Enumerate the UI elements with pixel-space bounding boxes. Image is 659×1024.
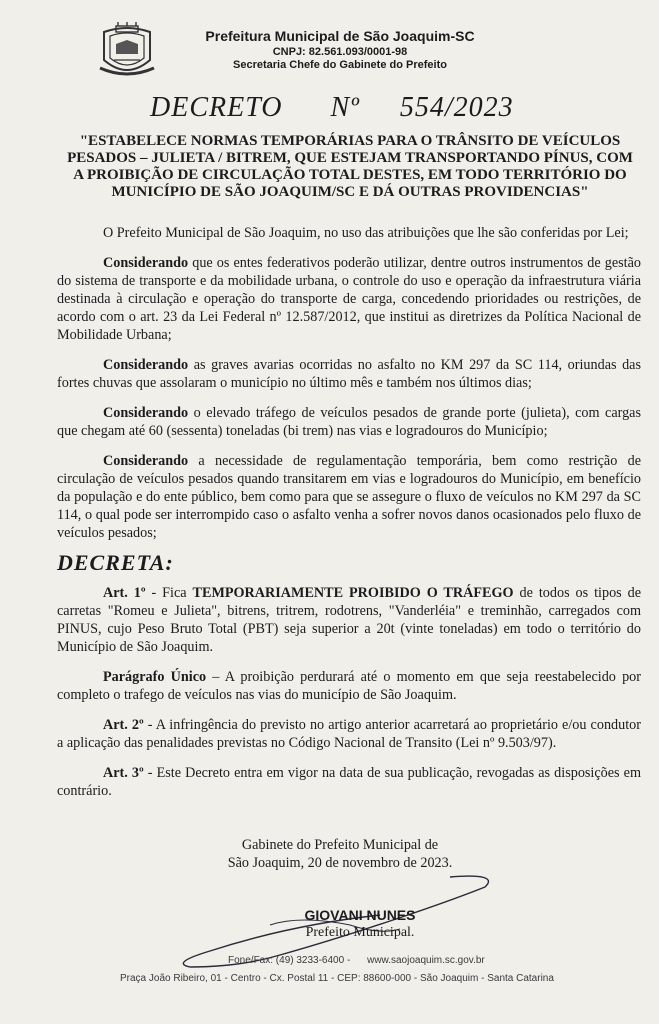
article-3-text: - Este Decreto entra em vigor na data de sua publicação, revogadas as disposições em contrário.	[57, 765, 641, 799]
considerando-text: o elevado tráfego de veículos pesados de grande porte (julieta), com cargas que chegam até 60 (sessenta) toneladas (bi trem) nas vias e logradouros do Município;	[57, 405, 641, 439]
article-3	[57, 764, 641, 800]
intro-paragraph: O Prefeito Municipal de São Joaquim, no uso das atribuições que lhe são conferidas por Lei;	[103, 225, 629, 241]
footer-separator: -	[346, 955, 351, 966]
ementa: "ESTABELECE NORMAS TEMPORÁRIAS PARA O TRÂNSITO DE VEÍCULOS PESADOS – JULIETA / BITREM, QUE ESTEJAM TRANSPORTANDO PÍNUS, COM A PROIBIÇÃO DE CIRCULAÇÃO TOTAL DESTES, EM TODO TERRITÓRIO DO MUNICÍPIO DE SÃO JOAQUIM/SC E DÁ OUTRAS PROVIDENCIAS"	[67, 133, 633, 200]
letterhead	[170, 28, 510, 71]
closing-line-1: Gabinete do Prefeito Municipal de	[241, 837, 439, 853]
decreta-heading: DECRETA:	[57, 550, 174, 575]
article-3-label: Art. 3º	[103, 765, 144, 781]
footer-phone: Fone/Fax: (49) 3233-6400	[228, 955, 345, 966]
signer-role: Prefeito Municipal.	[305, 925, 415, 940]
paragrafo-unico	[57, 668, 641, 704]
decree-number: 554/2023	[399, 92, 514, 123]
article-2-label: Art. 2º	[103, 717, 144, 733]
secretaria-text: Secretaria Chefe do Gabinete do Prefeito	[233, 59, 447, 71]
closing-line-2: São Joaquim, 20 de novembro de 2023.	[227, 855, 453, 871]
considerando-text: que os entes federativos poderão utilizar, dentre outros instrumentos de gestão do sistema de transporte e da mobilidade urbana, o controle do uso e operação da infraestrutura viária destinada à circulação e operação do transporte de carga, concedendo prioridades ou restrições, de acordo com o art. 23 da Lei Federal nº 12.587/2012, que institui as diretrizes da Política Nacional de Mobilidade Urbana;	[57, 255, 641, 343]
decree-title	[150, 92, 514, 124]
article-1-pre: - Fica	[145, 585, 193, 601]
article-1-bold: TEMPORARIAMENTE PROIBIDO O TRÁFEGO	[192, 585, 514, 601]
footer-address: Praça João Ribeiro, 01 - Centro - Cx. Postal 11 - CEP: 88600-000 - São Joaquim - Santa Catarina	[120, 973, 554, 984]
decree-word: DECRETO	[150, 92, 283, 123]
cnpj-text: CNPJ: 82.561.093/0001-98	[272, 46, 408, 58]
considerando-paragraph	[57, 356, 641, 392]
considerando-paragraph	[57, 254, 641, 344]
considerando-text: a necessidade de regulamentação temporária, bem como restrição de circulação de veículos pesados quando transitarem em vias e logradouros do Município, em benefício da população e do ente público, bem como para que se assegure o fluxo de veículos no KM 297 da SC 114, o qual pode ser interrompido caso o asfalto venha a sofrer novos danos ocasionados pelo fluxo de veículos pesados;	[57, 453, 641, 541]
footer-contact	[228, 955, 485, 966]
considerando-paragraph	[57, 452, 641, 542]
paragrafo-text: – A proibição perdurará até o momento em que seja reestabelecido por completo o trafego de veículos nas vias do município de São Joaquim.	[57, 669, 641, 703]
considerando-paragraph	[57, 404, 641, 440]
article-1	[57, 584, 641, 656]
considerando-label: Considerando	[103, 405, 189, 421]
decree-body	[57, 224, 641, 812]
article-1-label: Art. 1º	[103, 585, 146, 601]
municipal-crest-icon	[98, 22, 156, 82]
prefeitura-title: Prefeitura Municipal de São Joaquim-SC	[205, 28, 475, 44]
article-2-text: - A infringência do previsto no artigo anterior acarretará ao proprietário e/ou condutor a aplicação das penalidades previstas no Código Nacional de Transito (Lei nº 9.503/97).	[57, 717, 641, 751]
footer-website: www.saojoaquim.sc.gov.br	[367, 955, 485, 966]
considerando-label: Considerando	[103, 357, 189, 373]
decree-number-prefix: Nº	[330, 92, 360, 123]
signer-block	[250, 906, 470, 942]
article-2	[57, 716, 641, 752]
considerando-text: as graves avarias ocorridas no asfalto no KM 297 da SC 114, oriundas das fortes chuvas que assolaram o município no último mês e também nos últimos dias;	[57, 357, 641, 391]
article-1-text: de todos os tipos de carretas "Romeu e Julieta", bitrens, tritrem, rodotrens, "Vanderléia" e treminhão, carregados com PINUS, cujo Peso Bruto Total (PBT) seja superior a 20t (vinte toneladas) em todo o território do Município de São Joaquim.	[57, 585, 642, 655]
considerando-label: Considerando	[103, 255, 189, 271]
considerando-label: Considerando	[103, 453, 189, 469]
signer-name: GIOVANI NUNES	[304, 907, 416, 923]
paragrafo-label: Parágrafo Único	[103, 669, 207, 685]
